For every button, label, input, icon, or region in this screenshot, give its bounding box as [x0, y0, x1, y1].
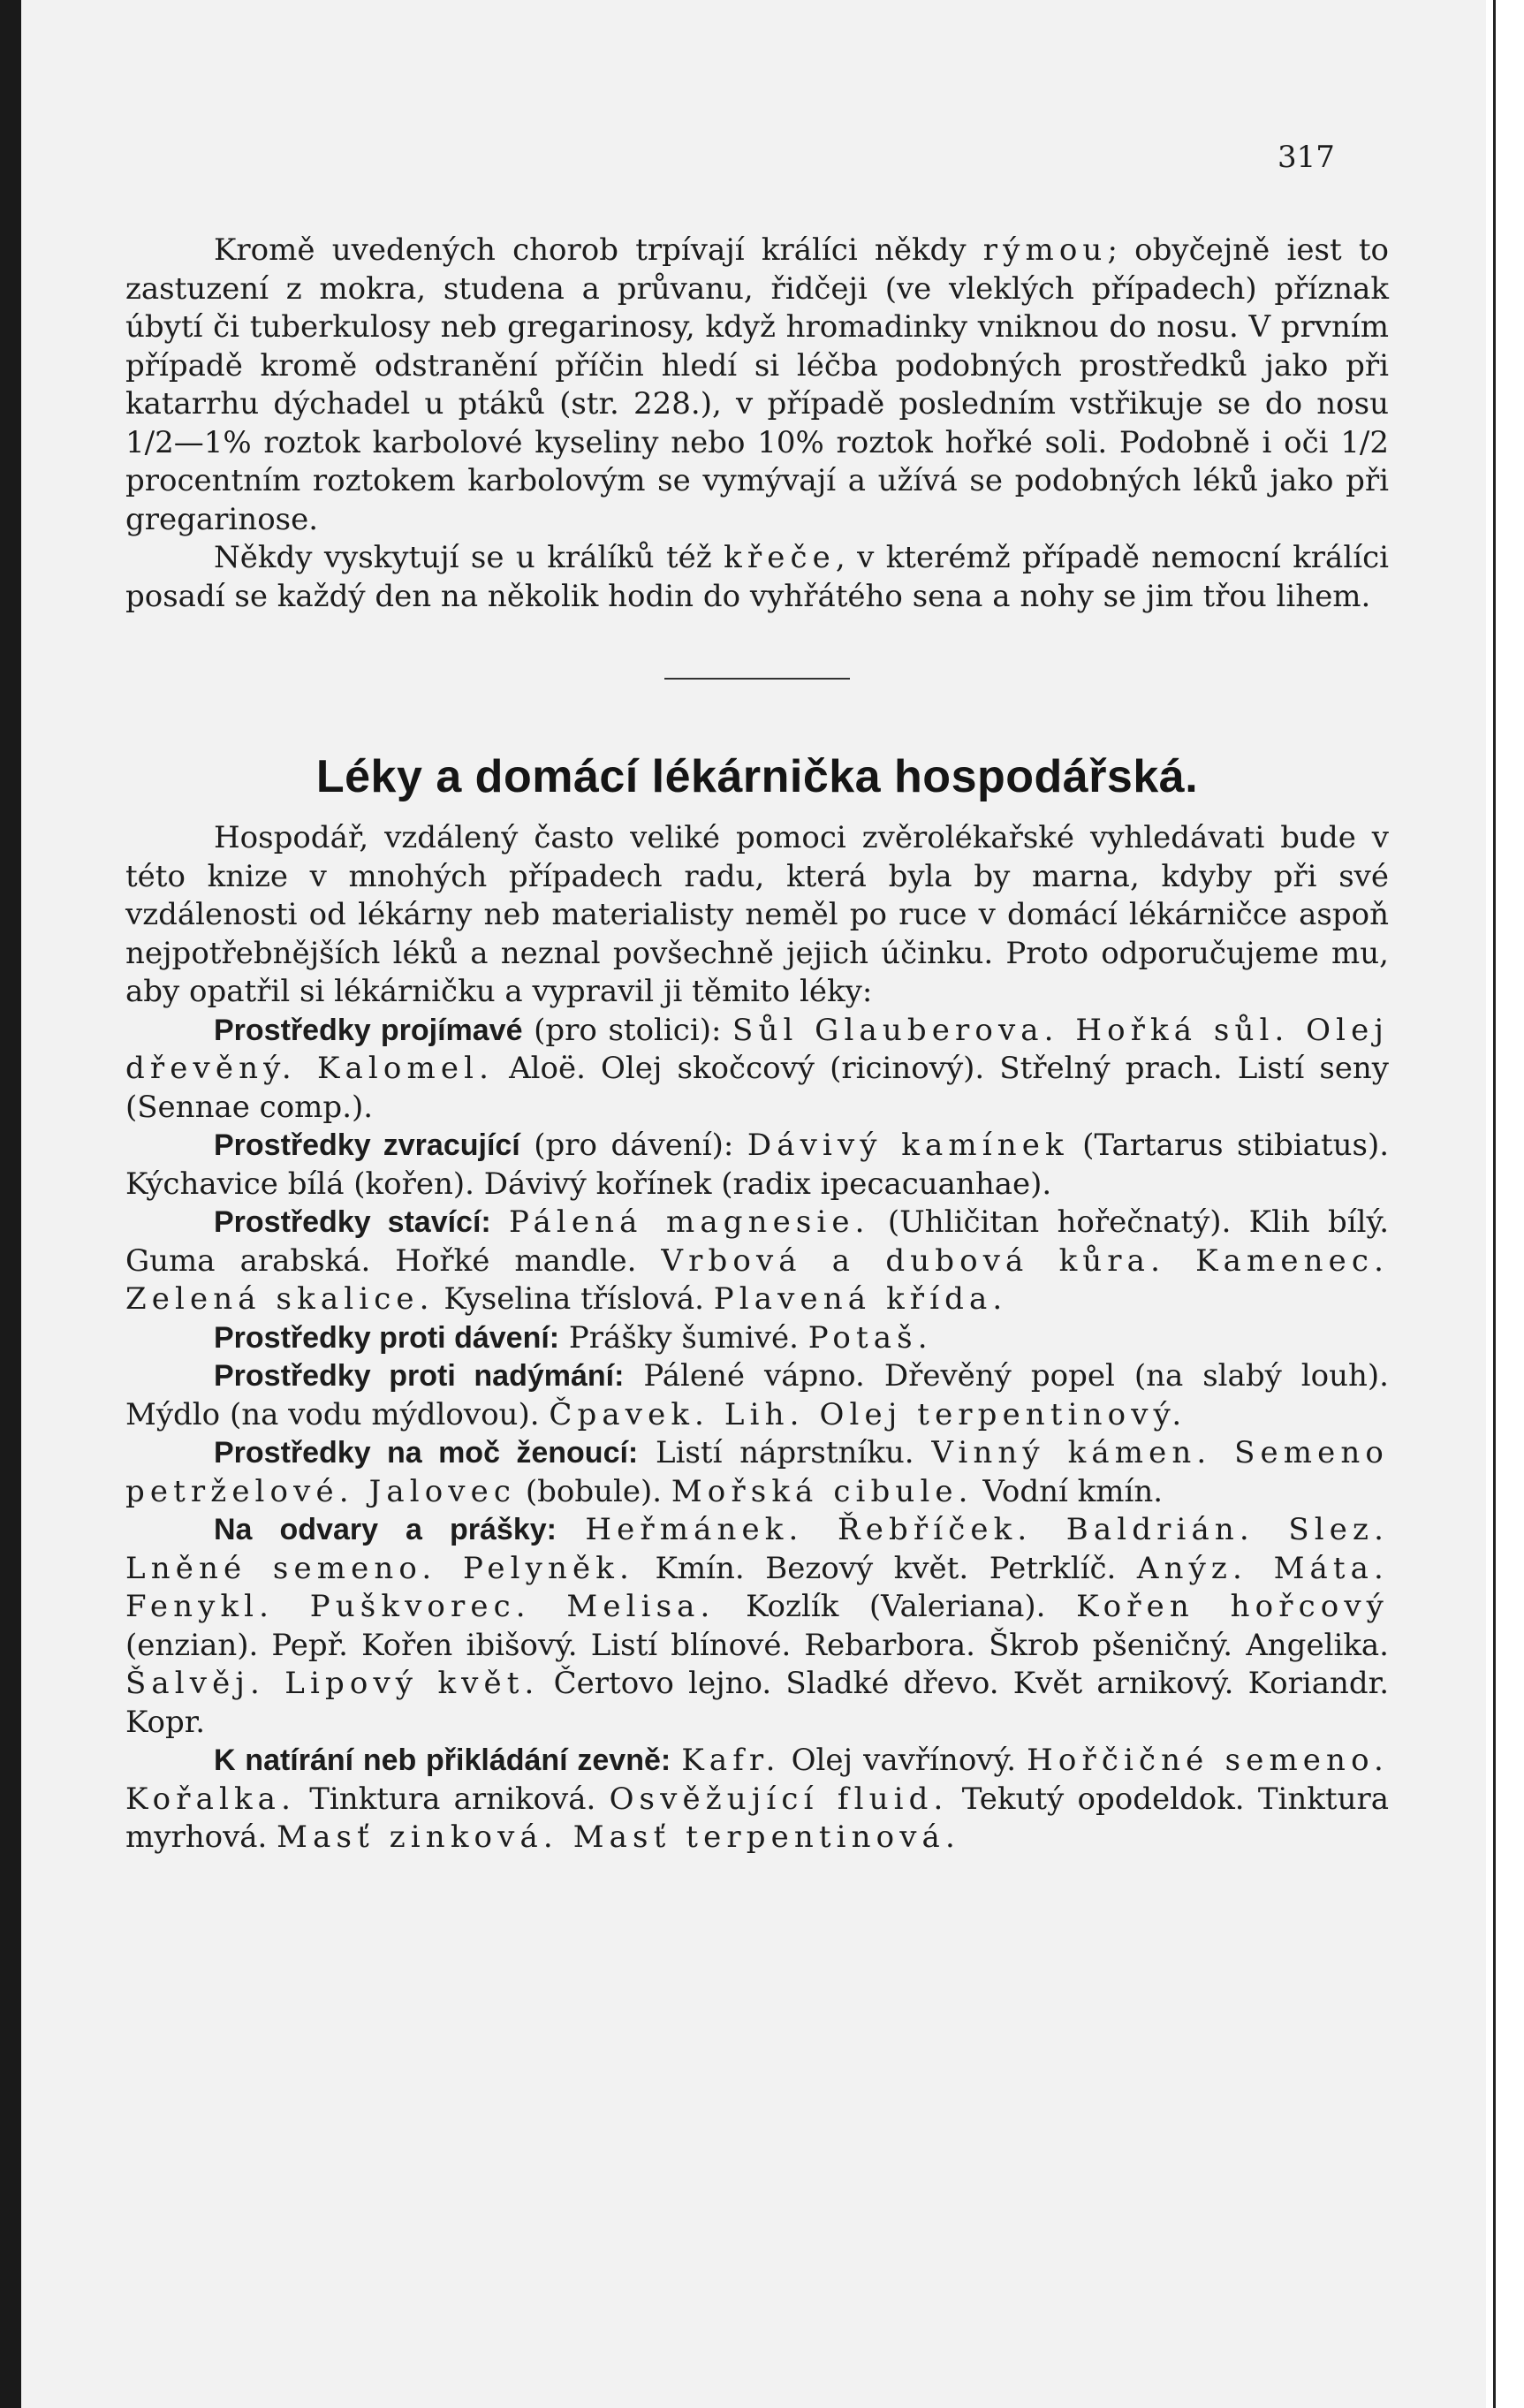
group-heading: K natírání neb přikládání zevně: [214, 1743, 671, 1777]
section-divider [664, 678, 850, 680]
text-run: Kmín. Bezový květ. Petrklíč. [633, 1550, 1137, 1586]
group-heading: Prostředky projímavé [214, 1013, 523, 1047]
text-run: (Tartarus stibiatus). Kýchavice bílá (kořen). Dávivý kořínek (radix ipecacuanhae). [125, 1128, 1390, 1202]
page-number: 317 [1278, 140, 1335, 175]
group-moc [125, 1434, 1389, 1511]
fraction-half: 1/2 [125, 424, 174, 460]
group-stavici [125, 1204, 1389, 1319]
text-run: , v kterémž případě nemocní králíci posadí se každý den na několik hodin do vyhřátého sena a nohy se jim třou lihem. [125, 540, 1389, 614]
spaced-items: Čpavek. Lih. Olej terpentinový. [549, 1396, 1187, 1432]
spaced-items: Pálená magnesie. [509, 1204, 870, 1240]
spaced-items: Kořen hořcový [1076, 1589, 1390, 1624]
spaced-items: Heřmánek. Řebříček. Baldrián. Slez. Lněné semeno. Pelyněk. [125, 1512, 1389, 1586]
edge-rule [1493, 0, 1496, 2408]
group-proti-nadymani [125, 1357, 1389, 1434]
text-run [557, 1512, 585, 1547]
text-run: Vodní kmín. [973, 1473, 1164, 1509]
group-odvary [125, 1511, 1389, 1742]
group-heading: Na odvary a prášky: [214, 1513, 557, 1546]
text-run: Listí náprstníku. [638, 1435, 932, 1470]
text-run: Kyselina tříslová. [434, 1281, 714, 1317]
spaced-items: Hořčičné semeno. Kořalka. [125, 1743, 1389, 1817]
group-zvracujici [125, 1127, 1389, 1204]
group-heading: Prostředky proti dávení: [214, 1320, 560, 1355]
paragraph-intro: Hospodář, vzdálený často veliké pomoci zvěrolékařské vyhledávati bude v této knize v mnohých případech radu, která byla by marna, kdyby při své vzdálenosti od lékárny neb materialisty neměl po ruce v domácí lékárničce aspoň nejpotřebnějších léků a neznal povšechně jejich účinku. Proto odporučujeme mu, aby opatřil si lékárničku a vypravil ji těmito léky: [125, 820, 1389, 1009]
group-projimave [125, 1012, 1389, 1128]
spaced-items: Vinný kámen. Semeno petrželové. Jalovec [125, 1435, 1389, 1509]
fraction-half: 1/2 [1340, 424, 1389, 460]
text-run: Čertovo lejno. Sladké dřevo. Květ arnikový. Koriandr. Kopr. [125, 1666, 1390, 1740]
text-run [491, 1204, 509, 1240]
section-heading: Léky a domácí lékárnička hospodářská. [315, 751, 1199, 802]
text-run: (pro dávení): [519, 1128, 747, 1163]
text-run: Pálené vápno. Dřevěný popel (na slabý louh). Mýdlo (na vodu mýdlovou). [125, 1358, 1389, 1432]
group-heading: Prostředky stavící: [214, 1205, 491, 1239]
group-proti-daveni [125, 1319, 1389, 1358]
spaced-term-krece: křeče [724, 540, 836, 575]
text-run: Aloë. Olej skočcový (ricinový). Střelný prach. Listí seny (Sennae comp.). [125, 1051, 1389, 1125]
spaced-items: Potaš. [807, 1319, 933, 1356]
paragraph-krece [125, 539, 1389, 616]
text-run: roztok hořké soli. Podobně i oči [823, 424, 1341, 460]
text-run: procentním roztokem karbolovým se vymývají a užívá se podobných léků jako při gregarinose. [125, 463, 1389, 537]
text-run: Prášky šumivé. [559, 1319, 808, 1356]
dash: — [173, 424, 204, 460]
group-heading: Prostředky zvracující [214, 1128, 520, 1162]
page-sheet [21, 0, 1486, 2408]
percent-ten: 10% [757, 424, 824, 460]
spaced-items: Anýz. Máta. Fenykl. Puškvorec. Melisa. [125, 1550, 1389, 1624]
text-run: Kozlík (Valeriana). [715, 1589, 1077, 1624]
paragraph-ryma [125, 232, 1389, 539]
page-edge [1486, 0, 1524, 2408]
text-run: Tekutý opodeldok. Tinktura myrhová. [125, 1781, 1389, 1855]
text-run: (enzian). Pepř. Kořen ibišový. Listí blínové. Rebarbora. Škrob pšeničný. Angelika. [125, 1627, 1389, 1663]
text-run: (Uhličitan hořečnatý). Klih bílý. Guma arabská. Hořké mandle. [125, 1204, 1390, 1279]
spaced-items: Dávivý kamínek [747, 1128, 1069, 1163]
text-run: (bobule). [516, 1473, 671, 1509]
group-natirani [125, 1742, 1389, 1857]
spaced-items: Kafr. [681, 1743, 781, 1778]
spaced-items: Vrbová a dubová kůra. Kamenec. Zelená skalice. [125, 1242, 1390, 1317]
spaced-term-ryma: rýmou [982, 232, 1108, 268]
spaced-items: Masť zinková. Masť terpentinová. [277, 1819, 960, 1855]
spaced-items: Plavená křída. [713, 1281, 1008, 1317]
group-heading: Prostředky proti nadýmání: [214, 1359, 625, 1393]
percent-one: 1% [203, 424, 252, 460]
group-heading: Prostředky na moč ženoucí: [214, 1436, 639, 1470]
text-run: roztok karbolové kyseliny nebo [251, 424, 758, 460]
spaced-items: Šalvěj. Lipový květ. [125, 1666, 540, 1701]
text-run: Tinktura arniková. [296, 1781, 610, 1817]
page-content [125, 232, 1389, 1857]
text-run [671, 1743, 681, 1778]
text-run: Kromě uvedených chorob trpívají králíci někdy [214, 232, 983, 268]
text-run: ; obyčejně iest to zastuzení z mokra, studena a průvanu, řidčeji (ve vleklých případech) příznak úbytí či tuberkulosy neb gregarinosy, když hromadinky vniknou do nosu. V prvním případě kromě odstranění příčin hledí si léčba podobných prostředků jako při katarrhu dýchadel u ptáků (str. 228.), v případě posledním vstřikuje se do nosu [125, 232, 1389, 422]
spaced-items: Mořská cibule. [671, 1473, 974, 1509]
text-run: (pro stolici): [522, 1012, 733, 1048]
spaced-items: Osvěžující fluid. [609, 1781, 949, 1817]
spaced-items: Sůl Glauberova. Hořká sůl. Olej dřevěný. Kalomel. [125, 1012, 1390, 1086]
text-run: Olej vavřínový. [780, 1743, 1027, 1778]
text-run: Někdy vyskytují se u králíků též [214, 540, 724, 575]
